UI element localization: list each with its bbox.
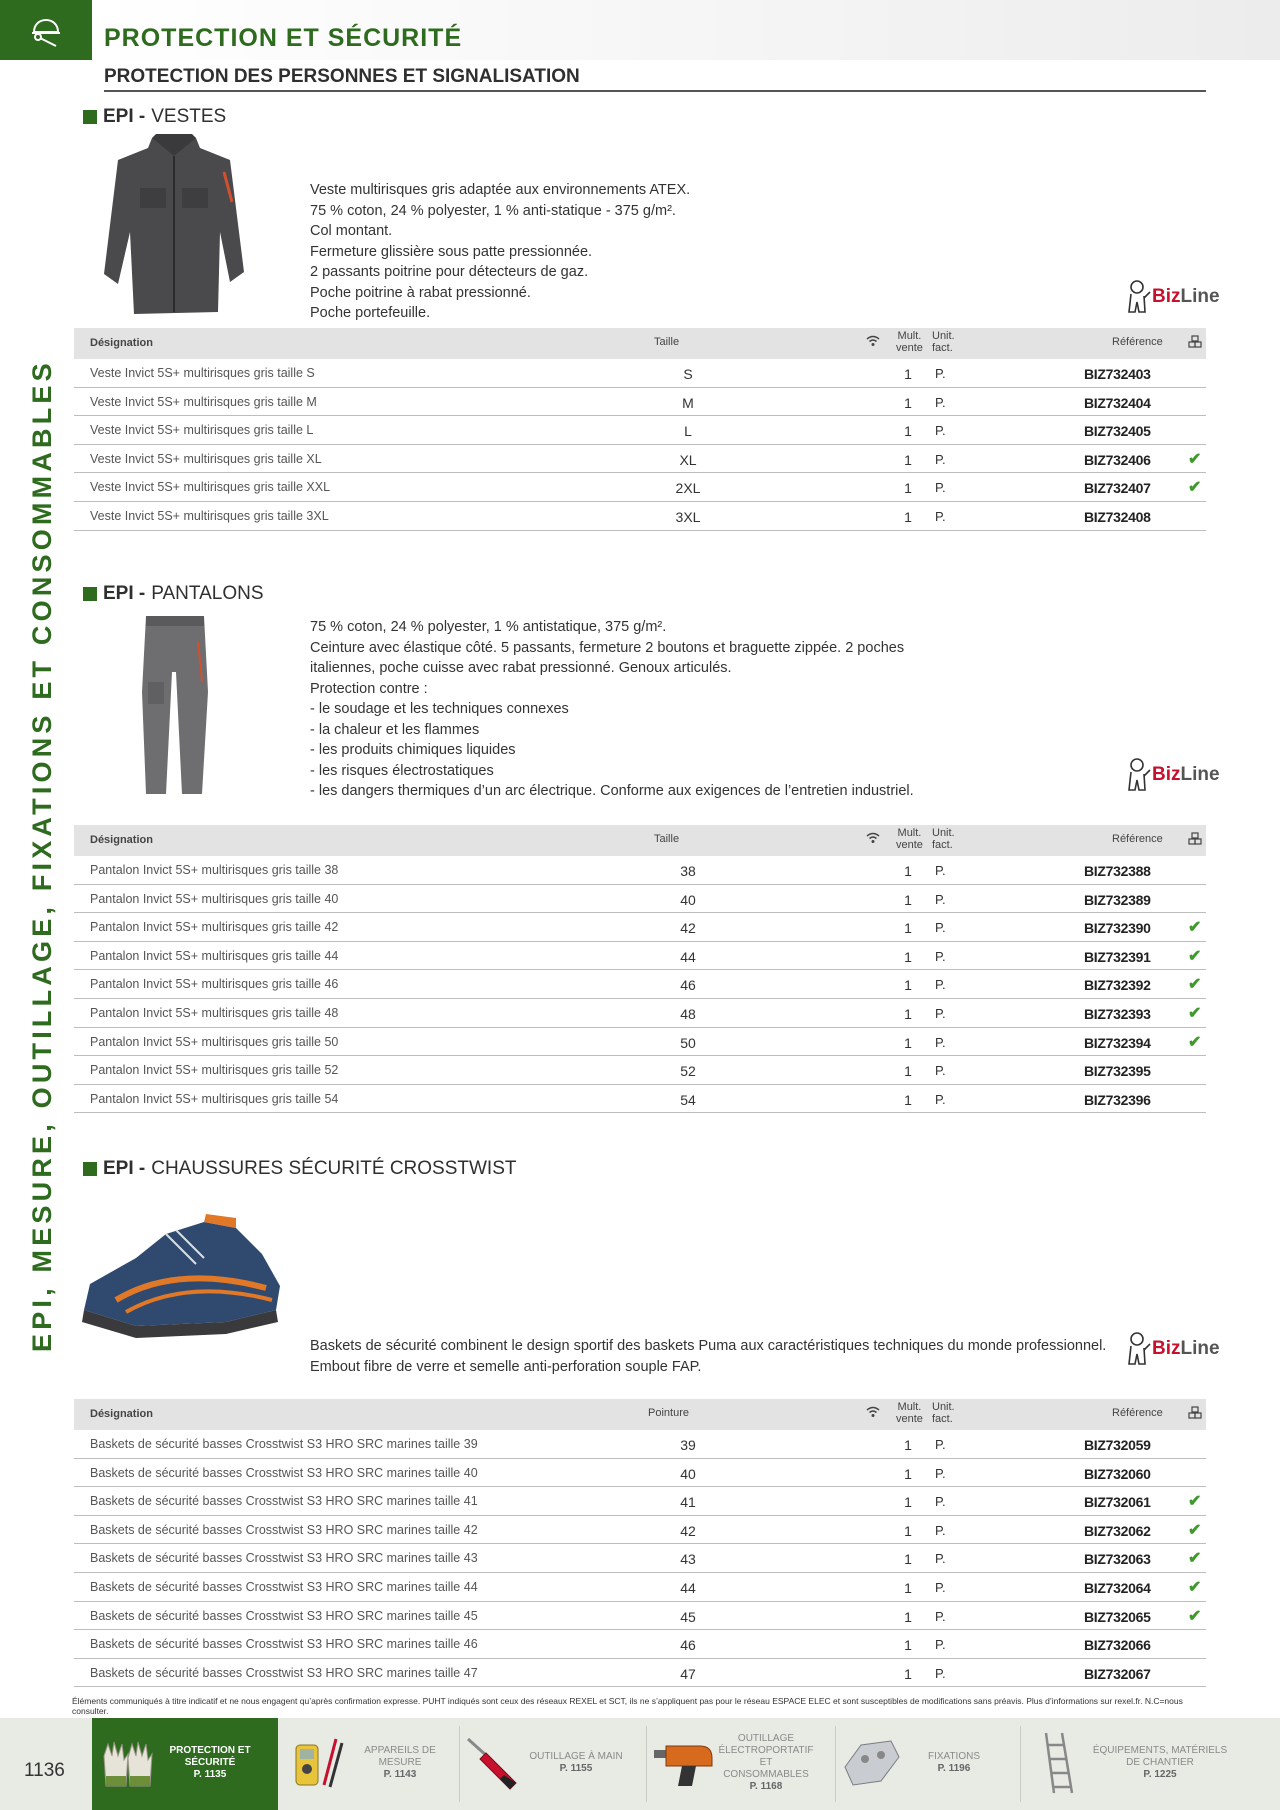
cell-unit: P. [935, 1637, 946, 1653]
col-mult [896, 827, 923, 851]
stock-check-icon: ✔ [1188, 479, 1202, 497]
pantalons-table [74, 825, 1206, 1113]
cell-designation: Pantalon Invict 5S+ multirisques gris taille 52 [90, 1063, 339, 1078]
jacket-image [100, 132, 248, 322]
cell-reference: BIZ732390 [1084, 920, 1151, 937]
table-row [74, 1544, 1206, 1573]
cell-size: 46 [680, 1637, 696, 1654]
cell-reference: BIZ732407 [1084, 480, 1151, 497]
trousers-image [138, 612, 212, 798]
cell-designation: Veste Invict 5S+ multirisques gris taille XL [90, 451, 322, 466]
cell-designation: Baskets de sécurité basses Crosstwist S3 HRO SRC marines taille 45 [90, 1608, 478, 1623]
footer-nav-page: P. 1135 [193, 1769, 227, 1780]
footer-nav-equipements[interactable] [1026, 1730, 1230, 1796]
cell-mult: 1 [904, 920, 912, 937]
cell-designation: Pantalon Invict 5S+ multirisques gris taille 40 [90, 891, 339, 906]
cell-designation: Pantalon Invict 5S+ multirisques gris taille 44 [90, 948, 339, 963]
bizline-logo [1126, 756, 1220, 794]
table-row [74, 1459, 1206, 1488]
cell-size: 40 [680, 1465, 696, 1482]
cell-size: 50 [680, 1034, 696, 1051]
cell-unit: P. [935, 891, 946, 907]
footer-nav-label [350, 1745, 450, 1781]
cell-mult: 1 [904, 1579, 912, 1596]
footer-separator [459, 1726, 460, 1802]
cell-mult: 1 [904, 891, 912, 908]
cell-size: 54 [680, 1091, 696, 1108]
table-row [74, 999, 1206, 1028]
table-row [74, 359, 1206, 388]
cell-unit: P. [935, 1551, 946, 1567]
stock-icon [1188, 1406, 1202, 1423]
cell-reference: BIZ732388 [1084, 863, 1151, 879]
desc-line: Poche portefeuille. [310, 305, 431, 321]
col-mult-line2: vente [896, 342, 923, 354]
safety-tools-icon [28, 12, 64, 48]
stock-icon [1188, 832, 1202, 849]
footer-separator [1020, 1726, 1021, 1802]
table-row [74, 1516, 1206, 1545]
sneaker-image [76, 1214, 286, 1340]
col-mult [896, 330, 923, 354]
cell-mult: 1 [904, 1091, 912, 1108]
power-tool-icon [652, 1733, 716, 1793]
stock-check-icon: ✔ [1188, 1004, 1202, 1022]
cell-size: 45 [680, 1608, 696, 1625]
chaussures-table [74, 1399, 1206, 1687]
footer-nav-title: APPAREILS DE MESURE [364, 1745, 436, 1768]
cell-size: 38 [680, 863, 696, 879]
cell-mult: 1 [904, 1551, 912, 1568]
cell-size: M [682, 394, 694, 411]
ladder-icon [1026, 1733, 1090, 1793]
col-mult-line2: vente [896, 1413, 923, 1425]
cell-reference: BIZ732066 [1084, 1637, 1151, 1654]
cell-reference: BIZ732391 [1084, 948, 1151, 965]
cell-reference: BIZ732067 [1084, 1665, 1151, 1682]
col-unit-line1: Unit. [932, 1401, 955, 1413]
stock-check-icon: ✔ [1188, 1550, 1202, 1568]
cell-size: 43 [680, 1551, 696, 1568]
bear-mascot-icon [1126, 1330, 1152, 1368]
cell-reference: BIZ732406 [1084, 451, 1151, 468]
cell-designation: Pantalon Invict 5S+ multirisques gris taille 54 [90, 1091, 339, 1106]
footer-nav-label [904, 1751, 1004, 1775]
cell-unit: P. [935, 480, 946, 496]
cell-mult: 1 [904, 1005, 912, 1022]
col-mult-line1: Mult. [897, 1401, 922, 1413]
cell-reference: BIZ732389 [1084, 891, 1151, 908]
cell-unit: P. [935, 1665, 946, 1681]
cell-size: S [683, 366, 693, 382]
footer-nav-label [160, 1745, 260, 1781]
desc-line: Fermeture glissière sous patte pressionnée. [310, 243, 593, 260]
desc-line: Baskets de sécurité combinent le design sportif des baskets Puma aux caractéristiques techniques du monde professionnel. [310, 1338, 1107, 1354]
bizline-biz: Biz [1152, 1338, 1181, 1359]
table-row [74, 1659, 1206, 1688]
cell-size: 3XL [675, 508, 701, 525]
footer-nav-title: PROTECTION ET SÉCURITÉ [169, 1745, 251, 1768]
col-reference: Référence [1112, 336, 1163, 348]
cell-mult: 1 [904, 1494, 912, 1511]
section-heading-vestes [83, 106, 226, 128]
cell-unit: P. [935, 977, 946, 993]
bizline-logo [1126, 1330, 1220, 1368]
cell-mult: 1 [904, 423, 912, 440]
col-mult-line1: Mult. [897, 827, 922, 839]
chapter-side-title: EPI, MESURE, OUTILLAGE, FIXATIONS ET CONSOMMABLES [27, 359, 57, 1352]
section-heading-chaussures [83, 1158, 517, 1180]
col-unit-line2: fact. [932, 1413, 953, 1425]
table-row [74, 1602, 1206, 1631]
cell-mult: 1 [904, 480, 912, 497]
cell-mult: 1 [904, 1608, 912, 1625]
footer-nav-title: OUTILLAGE ÉLECTROPORTATIF ET CONSOMMABLES [718, 1733, 814, 1780]
desc-line: - la chaleur et les flammes [310, 721, 480, 738]
cell-designation: Pantalon Invict 5S+ multirisques gris taille 48 [90, 1005, 339, 1020]
section-icon-tile [0, 0, 92, 60]
cell-designation: Veste Invict 5S+ multirisques gris taille M [90, 394, 317, 409]
cell-size: 48 [680, 1005, 696, 1022]
table-row [74, 1487, 1206, 1516]
cell-designation: Baskets de sécurité basses Crosstwist S3 HRO SRC marines taille 42 [90, 1522, 478, 1537]
col-unit [932, 1401, 955, 1425]
cell-reference: BIZ732408 [1084, 508, 1151, 525]
footer-nav-page: P. 1155 [559, 1763, 593, 1774]
cell-reference: BIZ732065 [1084, 1608, 1151, 1625]
table-row [74, 1085, 1206, 1114]
section-name: CHAUSSURES SÉCURITÉ CROSSTWIST [151, 1158, 517, 1179]
col-taille: Taille [654, 833, 680, 845]
screwdriver-icon [462, 1733, 526, 1793]
cell-mult: 1 [904, 863, 912, 879]
stock-check-icon: ✔ [1188, 947, 1202, 965]
cell-unit: P. [935, 1608, 946, 1624]
table-row [74, 1056, 1206, 1085]
cell-mult: 1 [904, 1063, 912, 1080]
cell-designation: Veste Invict 5S+ multirisques gris taille XXL [90, 480, 331, 495]
footer-nav-electroportatif[interactable] [652, 1730, 816, 1796]
cell-size: 42 [680, 1522, 696, 1539]
cell-designation: Pantalon Invict 5S+ multirisques gris taille 46 [90, 977, 339, 992]
section-name: VESTES [151, 106, 227, 127]
bracket-icon [840, 1733, 904, 1793]
cell-designation: Pantalon Invict 5S+ multirisques gris taille 38 [90, 863, 339, 877]
footer-nav-protection[interactable] [96, 1730, 260, 1796]
footer-nav-page: P. 1225 [1143, 1769, 1177, 1780]
cell-unit: P. [935, 1437, 946, 1452]
section-prefix: EPI - [103, 1158, 146, 1179]
cell-reference: BIZ732060 [1084, 1465, 1151, 1482]
wifi-icon [866, 335, 880, 350]
stock-check-icon: ✔ [1188, 1493, 1202, 1511]
stock-check-icon: ✔ [1188, 1033, 1202, 1051]
col-unit [932, 330, 955, 354]
col-mult-line2: vente [896, 839, 923, 851]
bizline-logo [1126, 278, 1220, 316]
cell-reference: BIZ732059 [1084, 1437, 1151, 1453]
cell-mult: 1 [904, 1522, 912, 1539]
footer-nav-title: FIXATIONS [927, 1751, 981, 1762]
disclaimer: Éléments communiqués à titre indicatif et ne nous engagent qu’après confirmation expresse. PUHT indiqués sont ceux des réseaux REXEL et SCT, ils ne s’appliquent pas pour le réseau ESPACE ELEC et sont susceptibles de modifications sans préavis. Plus d’informations sur rexel.fr. N.C=nous consulter. [72, 1696, 1183, 1716]
desc-line: - les produits chimiques liquides [310, 742, 516, 758]
cell-reference: BIZ732393 [1084, 1005, 1151, 1022]
footer-nav-page: P. 1196 [937, 1763, 971, 1774]
cell-mult: 1 [904, 394, 912, 411]
cell-size: 52 [680, 1063, 696, 1080]
page-number: 1136 [24, 1760, 65, 1781]
gloves-icon [96, 1733, 160, 1793]
stock-check-icon: ✔ [1188, 1578, 1202, 1596]
cell-mult: 1 [904, 1665, 912, 1682]
cell-mult: 1 [904, 1034, 912, 1051]
desc-line: Veste multirisques gris adaptée aux environnements ATEX. [310, 182, 691, 198]
cell-unit: P. [935, 394, 946, 410]
cell-size: XL [679, 451, 697, 468]
table-header [74, 825, 1206, 856]
cell-designation: Baskets de sécurité basses Crosstwist S3 HRO SRC marines taille 41 [90, 1494, 478, 1509]
vestes-table [74, 328, 1206, 531]
table-row [74, 416, 1206, 445]
bizline-line: Line [1180, 764, 1220, 785]
desc-line: 2 passants poitrine pour détecteurs de gaz. [310, 264, 589, 280]
table-row [74, 1573, 1206, 1602]
desc-line: Poche poitrine à rabat pressionné. [310, 284, 531, 301]
col-taille: Taille [654, 336, 680, 348]
cell-unit: P. [935, 920, 946, 936]
stock-icon [1188, 335, 1202, 352]
footer-nav-page: P. 1143 [383, 1769, 417, 1780]
cell-unit: P. [935, 1034, 946, 1050]
cell-mult: 1 [904, 1637, 912, 1654]
cell-designation: Baskets de sécurité basses Crosstwist S3 HRO SRC marines taille 39 [90, 1437, 478, 1451]
desc-line: - le soudage et les techniques connexes [310, 701, 569, 717]
cell-reference: BIZ732396 [1084, 1091, 1151, 1108]
cell-reference: BIZ732061 [1084, 1494, 1151, 1511]
chaussures-description [310, 1336, 1106, 1377]
cell-unit: P. [935, 1091, 946, 1107]
section-name: PANTALONS [151, 583, 264, 604]
table-row [74, 970, 1206, 999]
bizline-biz: Biz [1152, 286, 1181, 307]
cell-designation: Veste Invict 5S+ multirisques gris taille 3XL [90, 508, 329, 523]
multimeter-icon [286, 1733, 350, 1793]
table-row [74, 1630, 1206, 1659]
table-row [74, 473, 1206, 502]
cell-unit: P. [935, 423, 946, 439]
footer-nav-outillage-main[interactable] [462, 1730, 626, 1796]
section-bullet [83, 587, 97, 601]
stock-check-icon: ✔ [1188, 976, 1202, 994]
pantalons-description [310, 617, 914, 802]
stock-check-icon: ✔ [1188, 450, 1202, 468]
wifi-icon [866, 832, 880, 847]
bizline-biz: Biz [1152, 764, 1181, 785]
table-row [74, 942, 1206, 971]
cell-mult: 1 [904, 1437, 912, 1453]
cell-size: 47 [680, 1665, 696, 1682]
cell-unit: P. [935, 948, 946, 964]
cell-reference: BIZ732404 [1084, 394, 1151, 411]
cell-reference: BIZ732392 [1084, 977, 1151, 994]
desc-line: Ceinture avec élastique côté. 5 passants, fermeture 2 boutons et braguette zippée. 2 poches [310, 639, 905, 656]
table-row [74, 388, 1206, 417]
col-unit-line1: Unit. [932, 827, 955, 839]
col-unit-line2: fact. [932, 342, 953, 354]
cell-reference: BIZ732063 [1084, 1551, 1151, 1568]
cell-unit: P. [935, 1063, 946, 1079]
cell-unit: P. [935, 508, 946, 524]
desc-line: 75 % coton, 24 % polyester, 1 % anti-statique - 375 g/m². [310, 202, 676, 219]
col-mult [896, 1401, 923, 1425]
section-prefix: EPI - [103, 583, 146, 604]
cell-reference: BIZ732394 [1084, 1034, 1151, 1051]
cell-unit: P. [935, 451, 946, 467]
cell-unit: P. [935, 1465, 946, 1481]
cell-unit: P. [935, 1005, 946, 1021]
col-reference: Référence [1112, 1407, 1163, 1419]
cell-unit: P. [935, 1522, 946, 1538]
cell-reference: BIZ732395 [1084, 1063, 1151, 1080]
cell-size: L [684, 423, 692, 440]
col-designation: Désignation [90, 834, 153, 846]
bizline-line: Line [1180, 1338, 1220, 1359]
desc-line: - les risques électrostatiques [310, 762, 494, 779]
cell-reference: BIZ732403 [1084, 366, 1151, 382]
desc-line: Embout fibre de verre et semelle anti-perforation souple FAP. [310, 1358, 702, 1375]
footer-nav-mesure[interactable] [286, 1730, 450, 1796]
footer-nav-title: ÉQUIPEMENTS, MATÉRIELS DE CHANTIER [1092, 1745, 1228, 1768]
bizline-line: Line [1180, 286, 1220, 307]
cell-size: 39 [680, 1437, 696, 1453]
cell-designation: Baskets de sécurité basses Crosstwist S3 HRO SRC marines taille 47 [90, 1665, 478, 1680]
cell-designation: Baskets de sécurité basses Crosstwist S3 HRO SRC marines taille 46 [90, 1637, 478, 1652]
stock-check-icon: ✔ [1188, 1607, 1202, 1625]
cell-reference: BIZ732064 [1084, 1579, 1151, 1596]
cell-size: 44 [680, 948, 696, 965]
cell-unit: P. [935, 1494, 946, 1510]
page-title: PROTECTION ET SÉCURITÉ [104, 24, 463, 52]
footer-nav-label [1090, 1745, 1230, 1781]
stock-check-icon: ✔ [1188, 919, 1202, 937]
col-pointure: Pointure [648, 1407, 689, 1419]
table-row [74, 913, 1206, 942]
desc-line: - les dangers thermiques d’un arc électrique. Conforme aux exigences de l’entretien industriel. [310, 783, 914, 799]
desc-line: italiennes, poche cuisse avec rabat pressionné. Genoux articulés. [310, 660, 732, 676]
col-designation: Désignation [90, 1408, 153, 1420]
cell-designation: Baskets de sécurité basses Crosstwist S3 HRO SRC marines taille 40 [90, 1465, 478, 1480]
cell-designation: Baskets de sécurité basses Crosstwist S3 HRO SRC marines taille 44 [90, 1579, 478, 1594]
footer-nav-label [526, 1751, 626, 1775]
cell-designation: Pantalon Invict 5S+ multirisques gris taille 42 [90, 920, 339, 935]
section-prefix: EPI - [103, 106, 146, 127]
cell-mult: 1 [904, 451, 912, 468]
cell-unit: P. [935, 863, 946, 878]
footer-separator [646, 1726, 647, 1802]
cell-reference: BIZ732405 [1084, 423, 1151, 440]
cell-size: 2XL [675, 480, 701, 497]
col-designation: Désignation [90, 337, 153, 349]
col-mult-line1: Mult. [897, 330, 922, 342]
footer-separator [835, 1726, 836, 1802]
cell-mult: 1 [904, 508, 912, 525]
cell-size: 42 [680, 920, 696, 937]
desc-line: Protection contre : [310, 680, 428, 697]
desc-line: 75 % coton, 24 % polyester, 1 % antistatique, 375 g/m². [310, 619, 667, 635]
page-subtitle: PROTECTION DES PERSONNES ET SIGNALISATION [104, 66, 1206, 92]
table-row [74, 1028, 1206, 1057]
cell-size: 44 [680, 1579, 696, 1596]
table-row [74, 1430, 1206, 1459]
cell-unit: P. [935, 366, 946, 381]
cell-mult: 1 [904, 1465, 912, 1482]
footer-nav-fixations[interactable] [840, 1730, 1004, 1796]
cell-mult: 1 [904, 948, 912, 965]
footer-nav-title: OUTILLAGE À MAIN [529, 1751, 623, 1762]
bear-mascot-icon [1126, 278, 1152, 316]
stock-check-icon: ✔ [1188, 1521, 1202, 1539]
bear-mascot-icon [1126, 756, 1152, 794]
table-row [74, 885, 1206, 914]
col-unit-line1: Unit. [932, 330, 955, 342]
table-header [74, 328, 1206, 359]
cell-designation: Veste Invict 5S+ multirisques gris taille L [90, 423, 314, 438]
desc-line: Col montant. [310, 223, 393, 239]
footer-nav-page: P. 1168 [749, 1781, 783, 1792]
footer-nav-label [716, 1733, 816, 1793]
table-row [74, 502, 1206, 531]
cell-size: 46 [680, 977, 696, 994]
cell-size: 40 [680, 891, 696, 908]
cell-unit: P. [935, 1579, 946, 1595]
cell-reference: BIZ732062 [1084, 1522, 1151, 1539]
table-header [74, 1399, 1206, 1430]
cell-mult: 1 [904, 977, 912, 994]
col-unit [932, 827, 955, 851]
vestes-description [310, 180, 690, 324]
cell-designation: Veste Invict 5S+ multirisques gris taille S [90, 366, 315, 380]
section-bullet [83, 1162, 97, 1176]
table-row [74, 445, 1206, 474]
col-unit-line2: fact. [932, 839, 953, 851]
col-reference: Référence [1112, 833, 1163, 845]
section-bullet [83, 110, 97, 124]
table-row [74, 856, 1206, 885]
section-heading-pantalons [83, 583, 264, 605]
cell-designation: Baskets de sécurité basses Crosstwist S3 HRO SRC marines taille 43 [90, 1551, 478, 1566]
cell-designation: Pantalon Invict 5S+ multirisques gris taille 50 [90, 1034, 339, 1049]
cell-size: 41 [680, 1494, 696, 1511]
cell-mult: 1 [904, 366, 912, 382]
wifi-icon [866, 1406, 880, 1421]
